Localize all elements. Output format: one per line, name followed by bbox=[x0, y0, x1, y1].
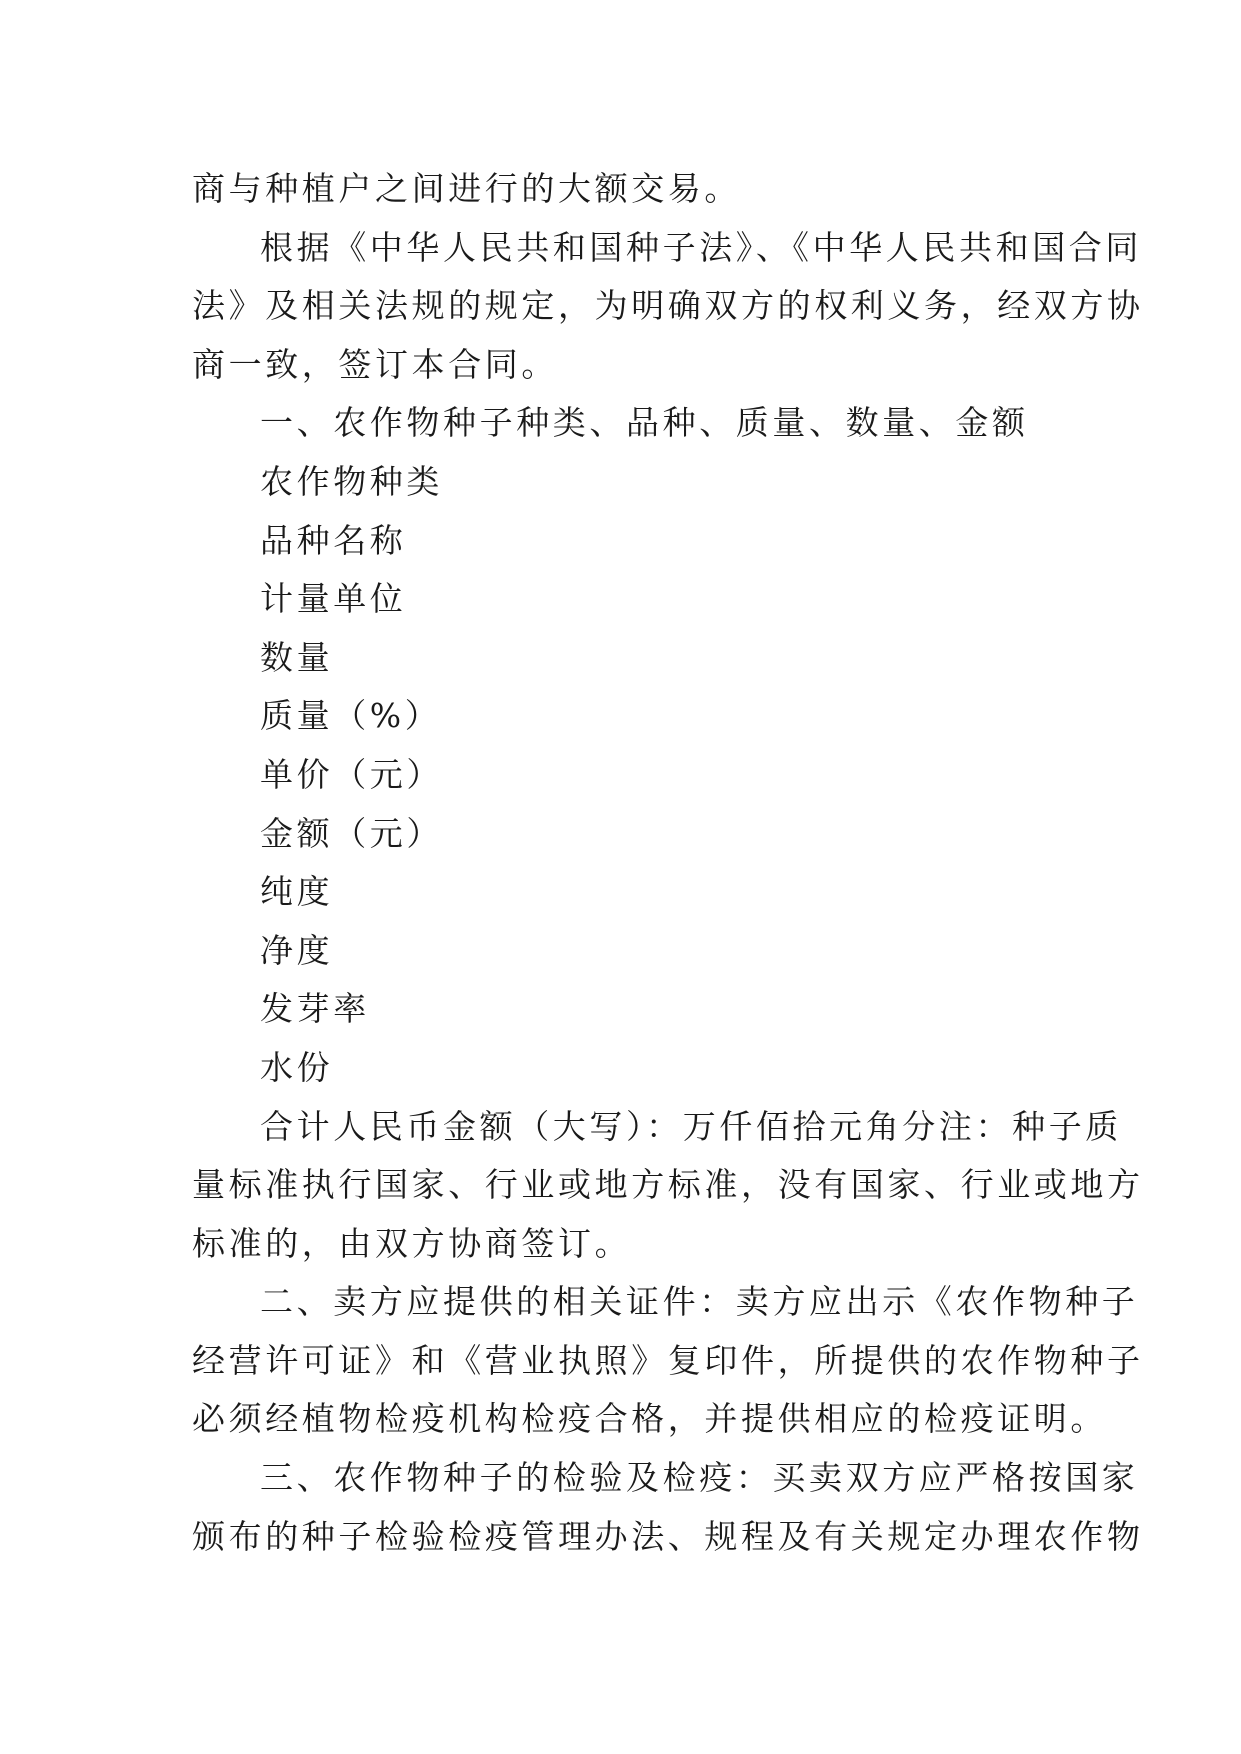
document-line: 合计人民币金额（大写）：万仟佰拾元角分注：种子质 bbox=[260, 1106, 1122, 1146]
document-line: 量标准执行国家、行业或地方标准，没有国家、行业或地方 bbox=[192, 1165, 1144, 1205]
document-line: 发芽率 bbox=[260, 989, 370, 1029]
document-body bbox=[192, 160, 1144, 1566]
document-line: 颁布的种子检验检疫管理办法、规程及有关规定办理农作物 bbox=[192, 1516, 1144, 1556]
document-line: 二、卖方应提供的相关证件：卖方应出示《农作物种子 bbox=[260, 1282, 1139, 1322]
document-line: 单价（元） bbox=[260, 754, 443, 794]
document-line: 三、农作物种子的检验及检疫：买卖双方应严格按国家 bbox=[260, 1458, 1139, 1498]
document-line: 商与种植户之间进行的大额交易。 bbox=[192, 169, 741, 208]
document-line: 必须经植物检疫机构检疫合格，并提供相应的检疫证明。 bbox=[192, 1399, 1107, 1439]
document-line: 质量（%） bbox=[260, 696, 442, 736]
document-line: 一、农作物种子种类、品种、质量、数量、金额 bbox=[260, 403, 1029, 443]
document-line: 根据《中华人民共和国种子法》、《中华人民共和国合同 bbox=[260, 227, 1142, 267]
document-line: 计量单位 bbox=[260, 579, 407, 619]
document-line: 净度 bbox=[260, 930, 334, 970]
document-line: 标准的，由双方协商签订。 bbox=[192, 1223, 632, 1263]
document-line: 品种名称 bbox=[260, 520, 407, 560]
document-line: 农作物种类 bbox=[260, 461, 443, 501]
document-line: 商一致，签订本合同。 bbox=[192, 344, 558, 384]
document-line: 水份 bbox=[260, 1047, 334, 1087]
document-line: 数量 bbox=[260, 637, 334, 677]
document-line: 经营许可证》和《营业执照》复印件，所提供的农作物种子 bbox=[192, 1340, 1144, 1380]
document-line: 纯度 bbox=[260, 872, 334, 912]
document-line: 法》及相关法规的规定，为明确双方的权利义务，经双方协 bbox=[192, 286, 1144, 326]
document-line: 金额（元） bbox=[260, 813, 443, 853]
